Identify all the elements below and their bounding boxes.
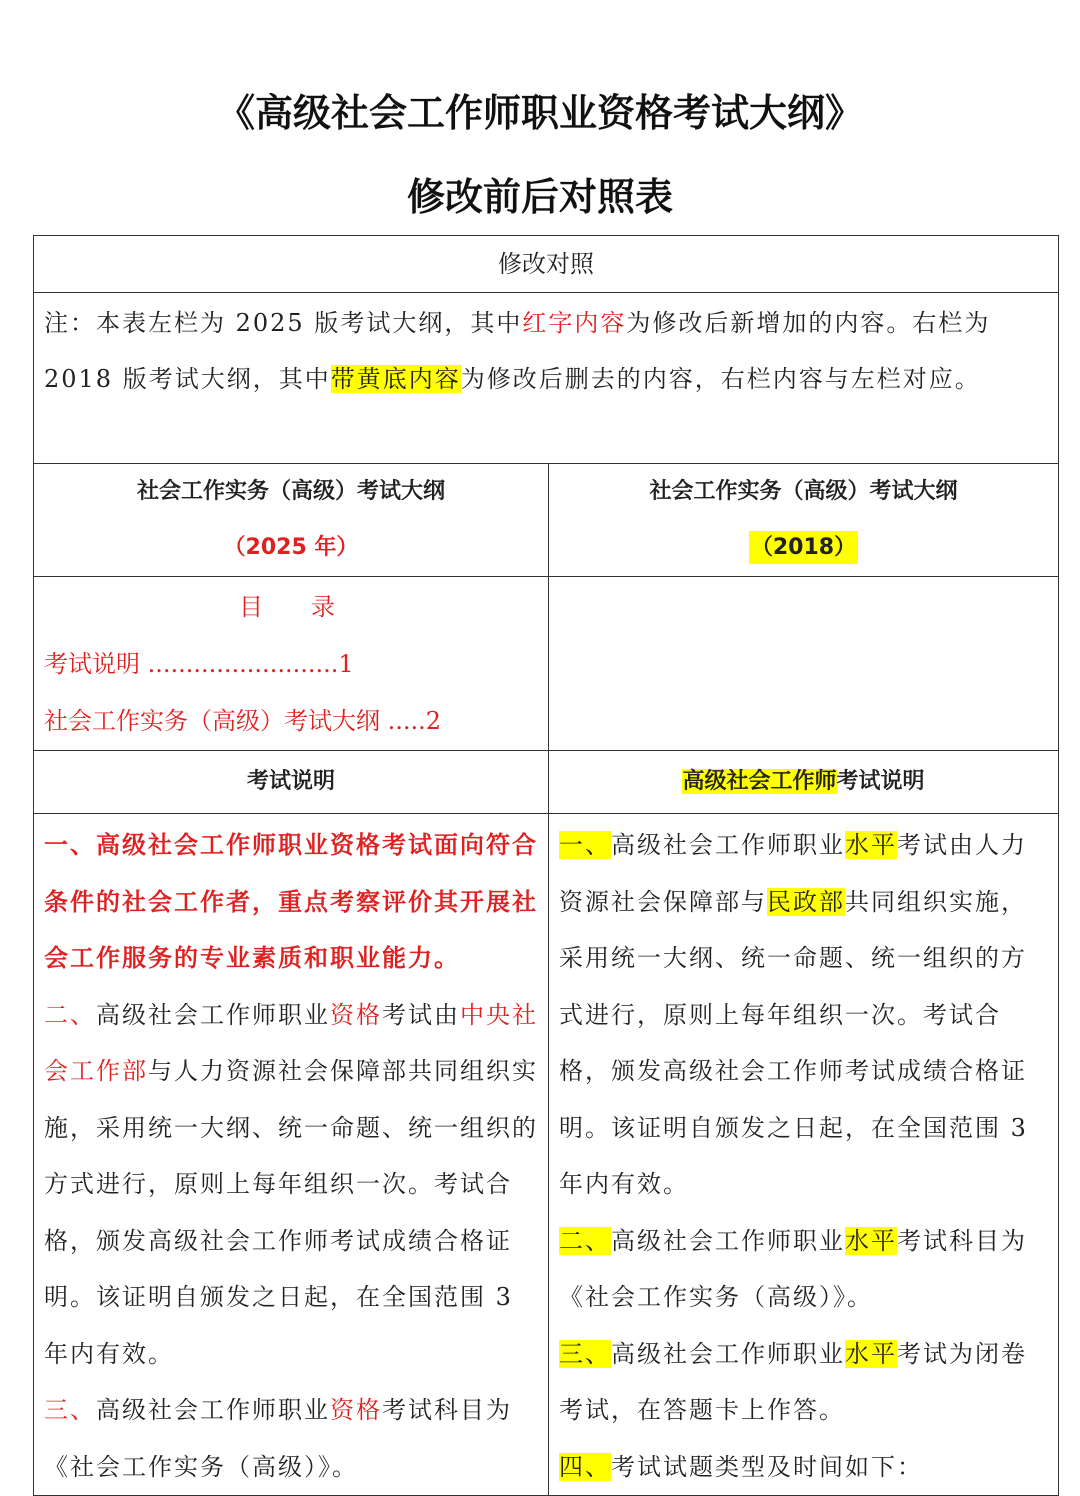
toc-item: 社会工作实务（高级）考试大纲 .....2 bbox=[44, 707, 442, 735]
document-title: 《高级社会工作师职业资格考试大纲》 bbox=[216, 91, 863, 135]
table-row bbox=[34, 577, 1059, 751]
left-paragraph-3 bbox=[44, 1382, 538, 1495]
right-section-title-highlight: 高级社会工作师 bbox=[682, 769, 837, 794]
right-p2-highlight: 水平 bbox=[845, 1226, 897, 1255]
left-p3-number: 三、 bbox=[44, 1396, 96, 1424]
right-p4-text: 考试试题类型及时间如下： bbox=[611, 1452, 923, 1481]
left-p2-text: 高级社会工作师职业 bbox=[96, 1000, 330, 1029]
table-row bbox=[34, 236, 1059, 293]
right-p1-highlight: 水平 bbox=[845, 831, 897, 859]
note-text: 注：本表左栏为 2025 版考试大纲，其中 bbox=[44, 309, 523, 337]
right-paragraph-3 bbox=[559, 1326, 1048, 1439]
left-p3-text: 高级社会工作师职业 bbox=[96, 1396, 330, 1424]
note-red-text: 红字内容 bbox=[522, 309, 627, 337]
left-p2-red: 资格 bbox=[330, 1000, 382, 1029]
note-text: 为修改后删去的内容，右栏内容与左栏对应。 bbox=[460, 365, 981, 393]
right-p3-text: 高级社会工作师职业 bbox=[611, 1339, 845, 1368]
right-p1-text: 高级社会工作师职业 bbox=[611, 831, 845, 859]
right-column-header bbox=[549, 464, 1059, 577]
right-p3-text: 考试为闭卷考试，在答题卡上作答。 bbox=[559, 1339, 1027, 1424]
left-paragraph-2 bbox=[44, 987, 538, 1383]
right-paragraph-4 bbox=[559, 1439, 1048, 1496]
right-section-title bbox=[549, 751, 1059, 814]
left-body-cell bbox=[34, 814, 549, 1496]
toc-cell bbox=[34, 577, 549, 751]
left-section-title: 考试说明 bbox=[34, 751, 549, 814]
table-row bbox=[34, 464, 1059, 577]
toc-item: 考试说明 .........................1 bbox=[44, 650, 354, 678]
comparison-table bbox=[33, 235, 1059, 1496]
right-p1-text: 共同组织实施，采用统一大纲、统一命题、统一组织的方式进行，原则上每年组织一次。考试合格，颁发高级社会工作师考试成绩合格证明。该证明自颁发之日起，在全国范围 3 年内有效。 bbox=[559, 887, 1028, 1198]
toc-heading: 目 录 bbox=[239, 593, 335, 621]
left-p2-text: 考试由 bbox=[382, 1000, 460, 1029]
left-paragraph-1: 一、高级社会工作师职业资格考试面向符合条件的社会工作者，重点考察评价其开展社会工作服务的专业素质和职业能力。 bbox=[44, 830, 538, 972]
left-column-header bbox=[34, 464, 549, 577]
right-paragraph-2 bbox=[559, 1213, 1048, 1326]
note-text: 为修改后新增加的内容。右栏为 2018 版考试大纲，其中 bbox=[44, 309, 991, 393]
right-p2-text: 高级社会工作师职业 bbox=[611, 1226, 845, 1255]
right-header-title: 社会工作实务（高级）考试大纲 bbox=[649, 479, 958, 504]
right-p2-text: 考试科目为《社会工作实务（高级）》。 bbox=[559, 1226, 1027, 1311]
table-row bbox=[34, 814, 1059, 1496]
note-cell bbox=[34, 293, 1059, 464]
right-header-year-highlight: （2018） bbox=[749, 531, 858, 564]
left-header-title: 社会工作实务（高级）考试大纲 bbox=[136, 479, 445, 504]
right-p1-highlight: 民政部 bbox=[767, 887, 845, 916]
right-p3-number: 三、 bbox=[559, 1339, 611, 1368]
left-p2-red: 中央社会工作部 bbox=[44, 1000, 538, 1085]
left-p3-text: 考试科目为《社会工作实务（高级）》。 bbox=[44, 1396, 512, 1481]
left-p2-number: 二、 bbox=[44, 1000, 96, 1029]
right-paragraph-1 bbox=[559, 817, 1048, 1213]
left-p2-text: 与人力资源社会保障部共同组织实施，采用统一大纲、统一命题、统一组织的方式进行，原则上每年组织一次。考试合格，颁发高级社会工作师考试成绩合格证明。该证明自颁发之日起，在全国范围 3 年内有效。 bbox=[44, 1057, 538, 1368]
right-p1-number: 一、 bbox=[559, 831, 611, 859]
left-p3-red: 资格 bbox=[330, 1396, 382, 1424]
document-subtitle: 修改前后对照表 bbox=[406, 175, 673, 219]
left-header-year: （2025 年） bbox=[223, 535, 359, 560]
right-p2-number: 二、 bbox=[559, 1226, 611, 1255]
table-row bbox=[34, 293, 1059, 464]
right-section-title-rest: 考试说明 bbox=[836, 769, 925, 794]
section-header: 修改对照 bbox=[34, 236, 1059, 293]
table-row bbox=[34, 751, 1059, 814]
right-body-cell bbox=[549, 814, 1059, 1496]
empty-cell bbox=[549, 577, 1059, 751]
right-p4-number: 四、 bbox=[559, 1452, 611, 1481]
right-p3-highlight: 水平 bbox=[845, 1339, 897, 1368]
right-header-year bbox=[549, 520, 1058, 576]
right-p1-text: 考试由人力资源社会保障部与 bbox=[559, 831, 1027, 916]
note-yellow-text: 带黄底内容 bbox=[330, 365, 461, 393]
